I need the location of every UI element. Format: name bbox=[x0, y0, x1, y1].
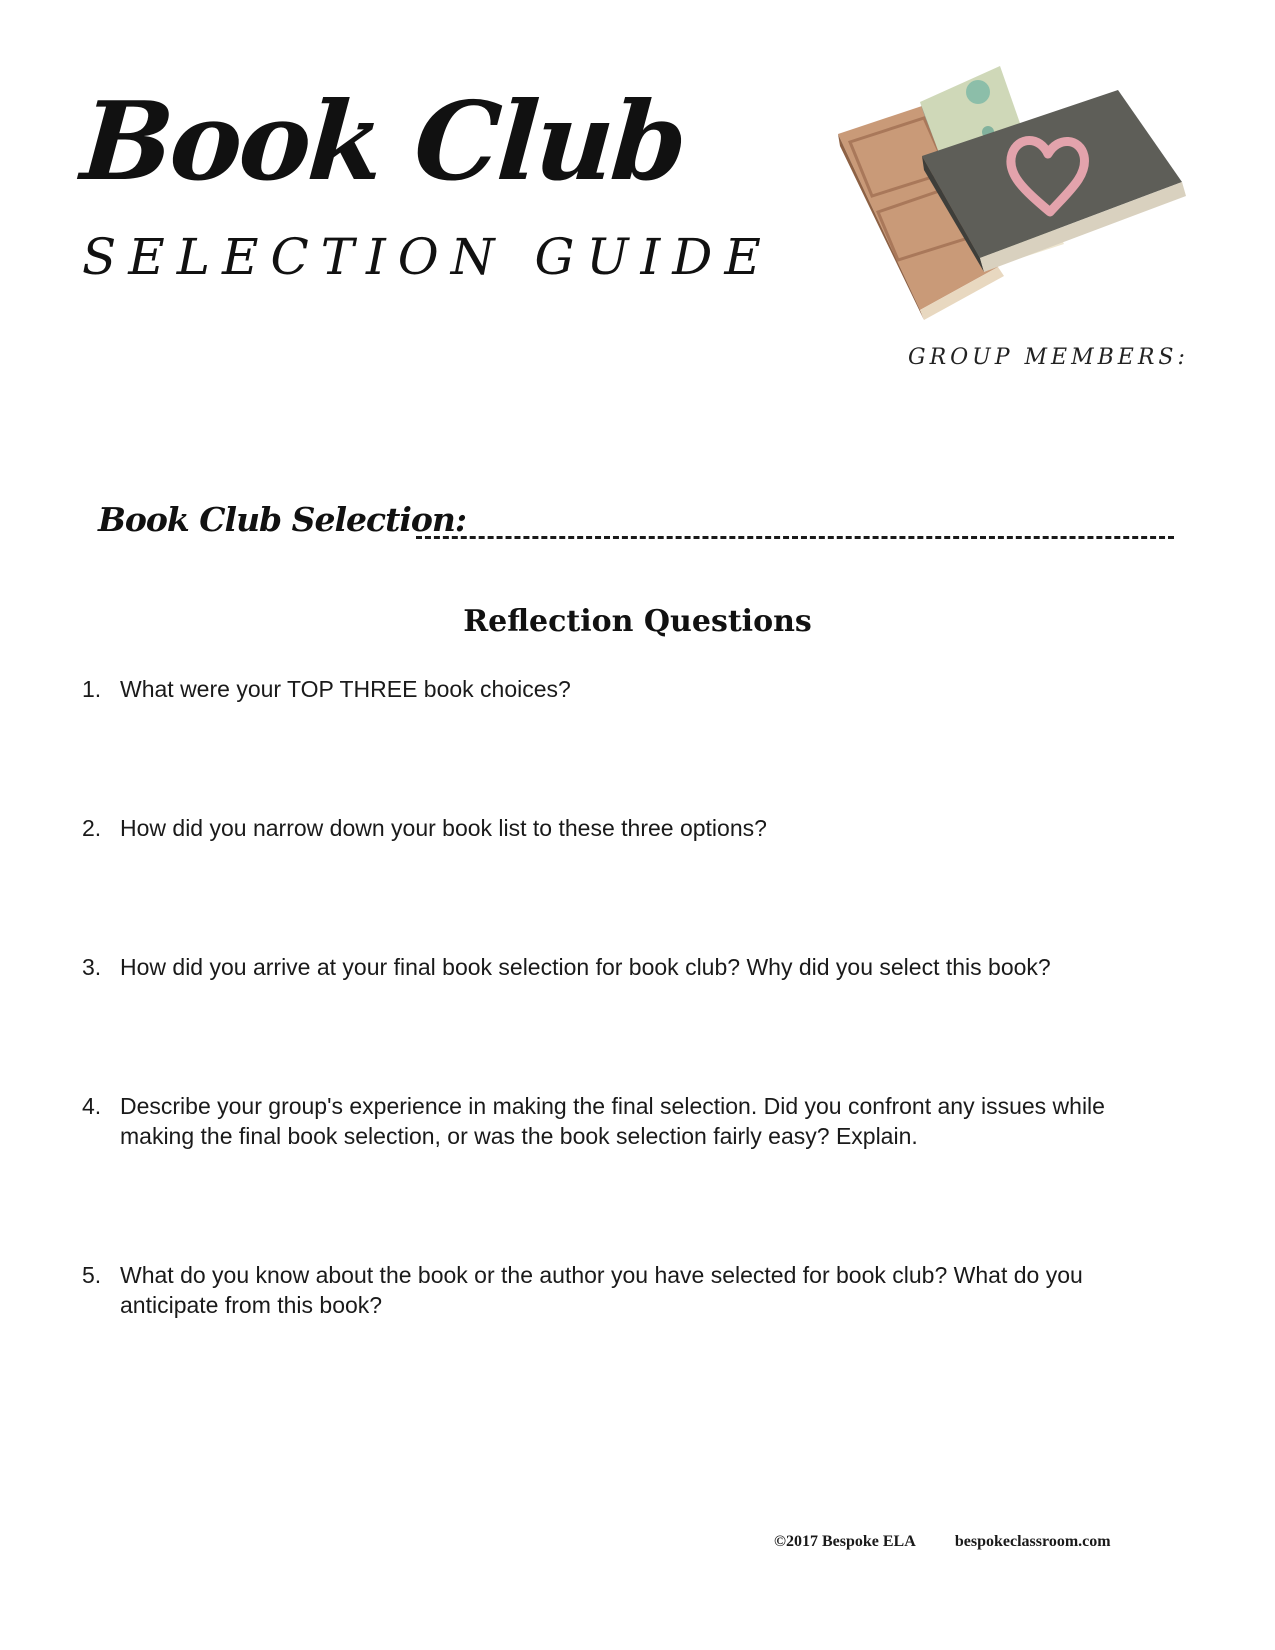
question-text: Describe your group's experience in making the final selection. Did you confront any issues while making the final book selection, or was the book selection fairly easy? Explain. bbox=[120, 1093, 1105, 1149]
question-number: 4. bbox=[82, 1093, 102, 1119]
group-members-label: GROUP MEMBERS: bbox=[908, 345, 1189, 370]
question-number: 3. bbox=[82, 954, 102, 980]
question-number: 5. bbox=[82, 1262, 102, 1288]
book-selection-row bbox=[98, 500, 1178, 550]
question-text: How did you arrive at your final book selection for book club? Why did you select this book? bbox=[120, 954, 1051, 980]
question-item bbox=[82, 674, 1162, 704]
reflection-heading: Reflection Questions bbox=[463, 604, 812, 639]
footer bbox=[774, 1533, 1111, 1551]
page-title: Book Club bbox=[77, 79, 689, 205]
question-item bbox=[82, 952, 1162, 982]
website-link[interactable]: bespokeclassroom.com bbox=[954, 1533, 1111, 1550]
book-selection-blank[interactable] bbox=[416, 536, 1174, 539]
question-number: 2. bbox=[82, 815, 102, 841]
copyright-text: ©2017 Bespoke ELA bbox=[774, 1533, 915, 1550]
question-text: What were your TOP THREE book choices? bbox=[120, 676, 571, 702]
books-stack-illustration bbox=[828, 62, 1198, 324]
question-number: 1. bbox=[82, 676, 102, 702]
question-text: What do you know about the book or the author you have selected for book club? What do you anticipate from this book? bbox=[120, 1262, 1083, 1318]
question-item bbox=[82, 1260, 1162, 1320]
book-selection-label: Book Club Selection: bbox=[98, 500, 467, 539]
question-text: How did you narrow down your book list to these three options? bbox=[120, 815, 767, 841]
question-item bbox=[82, 813, 1162, 843]
page-subtitle: SELECTION GUIDE bbox=[82, 228, 773, 286]
question-item bbox=[82, 1091, 1162, 1151]
